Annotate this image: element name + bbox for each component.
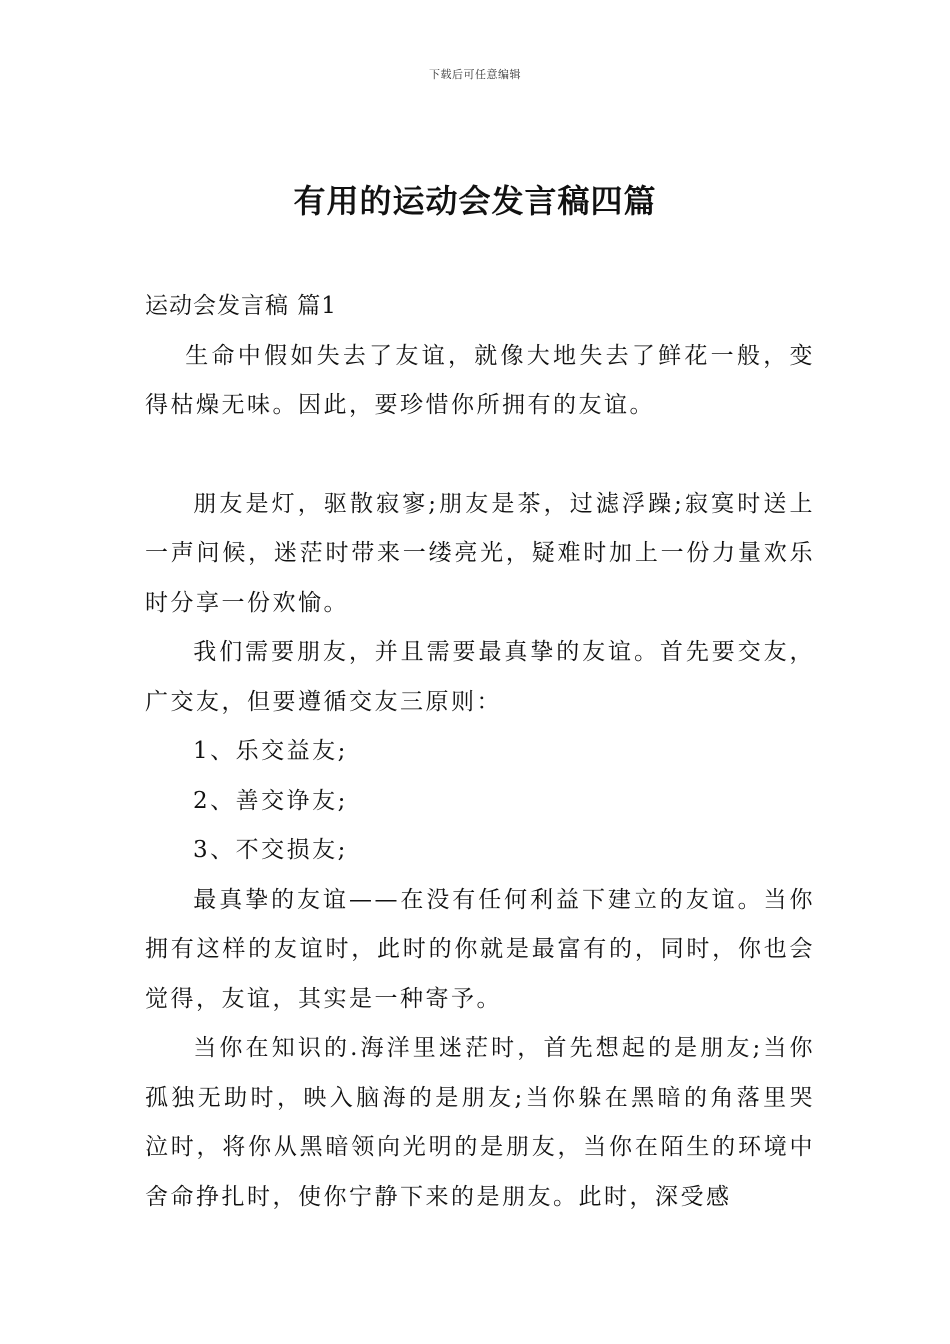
paragraph-4: 最真挚的友谊——在没有任何利益下建立的友谊。当你拥有这样的友谊时，此时的你就是最富有的，同时，你也会觉得，友谊，其实是一种寄予。 bbox=[145, 886, 815, 1012]
paragraph-1: 生命中假如失去了友谊，就像大地失去了鲜花一般，变得枯燥无味。因此，要珍惜你所拥有的友谊。 bbox=[145, 342, 815, 418]
paragraph-3: 我们需要朋友，并且需要最真挚的友谊。首先要交友，广交友，但要遵循交友三原则： bbox=[145, 639, 815, 715]
principle-item-3: 3、不交损友; bbox=[193, 837, 348, 863]
header-note: 下载后可任意编辑 bbox=[429, 68, 521, 81]
document-body bbox=[145, 282, 815, 1222]
paragraph-2: 朋友是灯，驱散寂寥;朋友是茶，过滤浮躁;寂寞时送上一声问候，迷茫时带来一缕亮光，疑难时加上一份力量欢乐时分享一份欢愉。 bbox=[145, 490, 815, 616]
paragraph-5: 当你在知识的.海洋里迷茫时，首先想起的是朋友;当你孤独无助时，映入脑海的是朋友;当你躲在黑暗的角落里哭泣时，将你从黑暗领向光明的是朋友，当你在陌生的环境中舍命挣扎时，使你宁静下来的是朋友。此时，深受感 bbox=[145, 1035, 815, 1210]
principle-item-2: 2、善交诤友; bbox=[193, 787, 348, 814]
principle-item-1: 1、乐交益友; bbox=[193, 738, 348, 764]
page-title: 有用的运动会发言稿四篇 bbox=[293, 182, 657, 220]
section-heading: 运动会发言稿 篇1 bbox=[145, 293, 337, 319]
paragraph-spacer bbox=[145, 431, 815, 480]
